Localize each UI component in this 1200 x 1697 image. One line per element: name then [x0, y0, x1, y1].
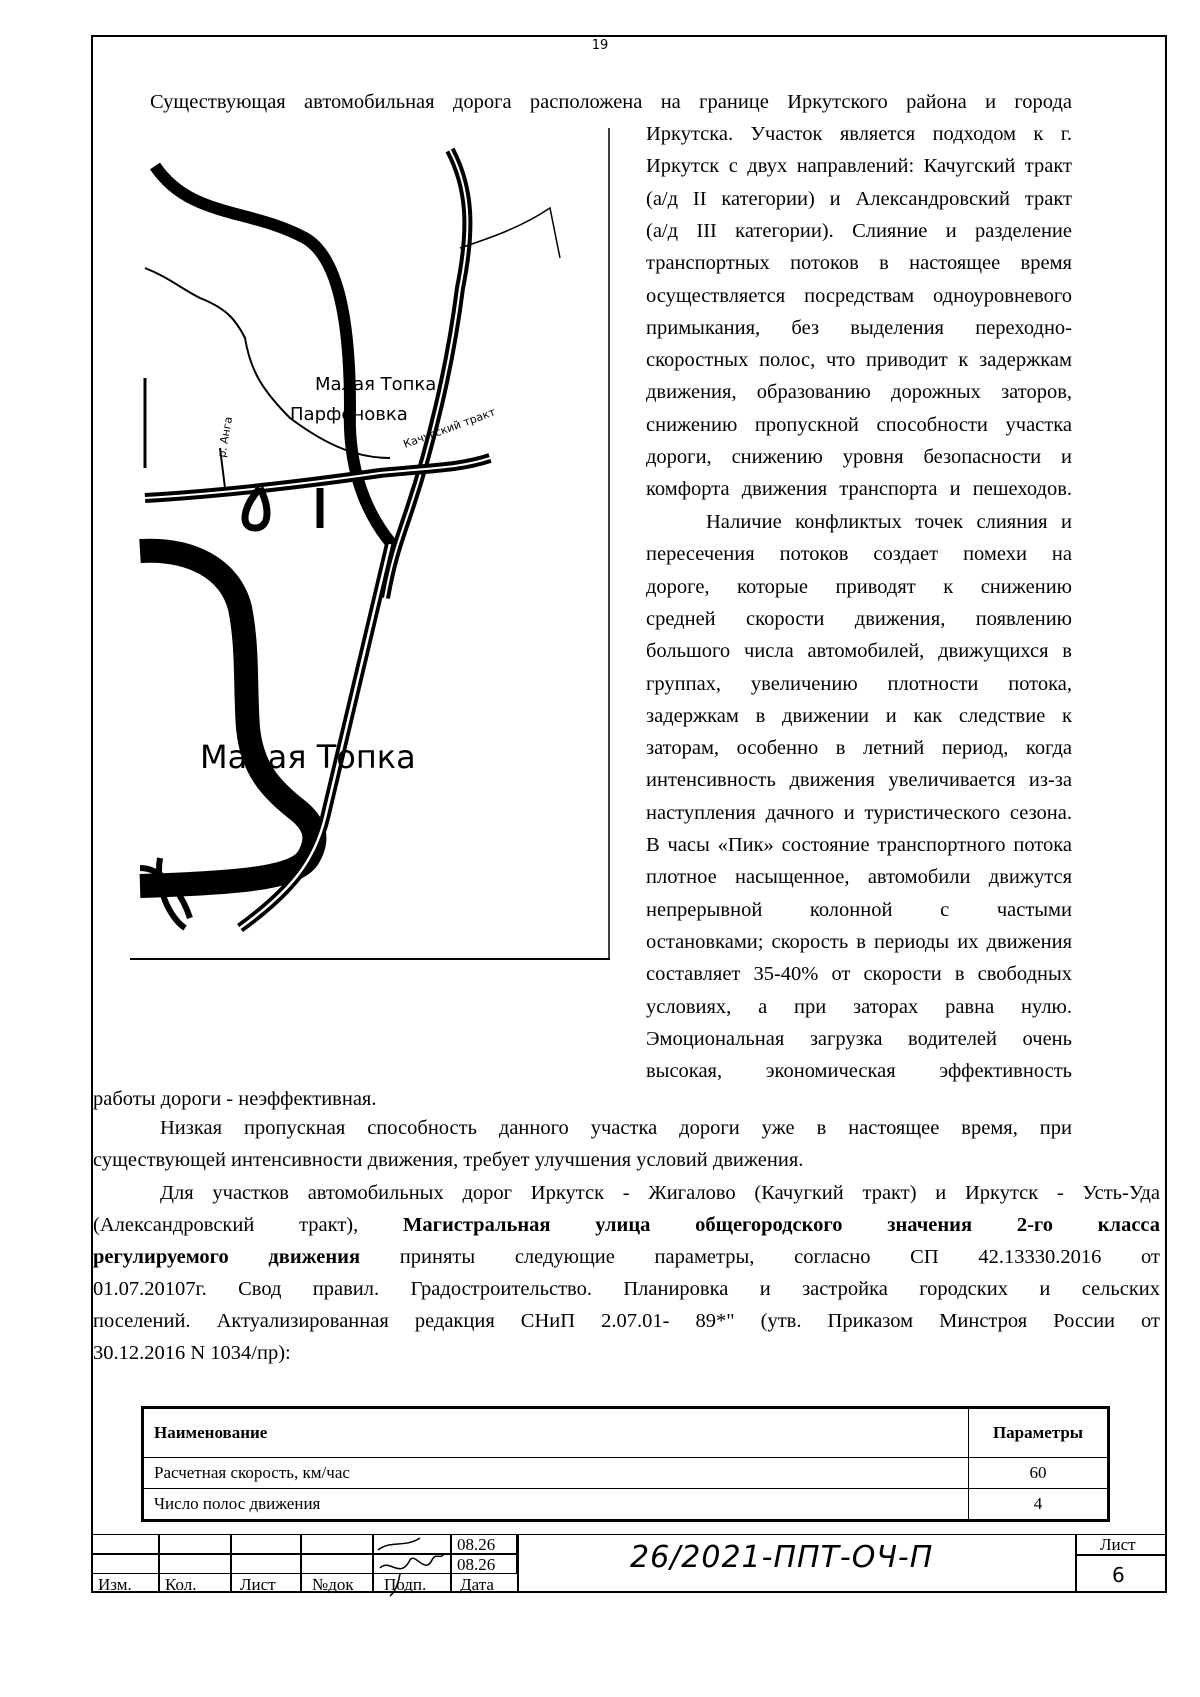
stamp-label-podp: Подп. [384, 1575, 427, 1594]
text-line: дороги, снижению уровня безопасности и [646, 446, 1072, 468]
map-top-label-1: Малая Топка [315, 374, 437, 395]
text-line: Эмоциональная загрузка водителей очень [646, 1027, 1072, 1050]
text-line: большого числа автомобилей, движущихся в [646, 640, 1072, 663]
text-line: комфорта движения транспорта и пешеходов. [646, 478, 1072, 501]
text-line: дороге, которые приводят к снижению [646, 575, 1072, 598]
map-river-label: р. Анга [215, 415, 236, 459]
text-line: задержкам в движении и как следствие к [646, 704, 1072, 727]
road-maps [130, 128, 610, 1058]
paragraph-2-end: работы дороги - неэффективная. [93, 1088, 377, 1110]
stamp-label-list: Лист [240, 1575, 276, 1594]
text-line: Иркутск с двух направлений: Качугский тракт [646, 155, 1072, 178]
page-number: 19 [591, 38, 609, 53]
text-line: условиях, а при заторах равна нулю. [646, 995, 1072, 1018]
table-header-row [143, 1408, 1109, 1458]
stamp-label-izm: Изм. [98, 1575, 132, 1594]
map-bottom [130, 128, 610, 959]
text-line: интенсивность движения увеличивается из-за [646, 769, 1072, 792]
text-line: составляет 35-40% от скорости в свободных [646, 963, 1072, 986]
text-line: В часы «Пик» состояние транспортного потока [646, 834, 1072, 856]
text-line: осуществляется посредствам одноуровневого [646, 284, 1072, 307]
stamp-date-2: 08.26 [457, 1555, 496, 1574]
paragraph-4-line-2: (Александровский тракт), Магистральная улица общегородского значения 2-го класса [93, 1214, 1161, 1236]
text-line: заторам, особенно в летний период, когда [646, 737, 1072, 760]
parameters-table [141, 1406, 1110, 1522]
text-line: плотное насыщенное, автомобили движутся [646, 866, 1072, 889]
text-line: группах, увеличению плотности потока, [646, 672, 1072, 695]
map-bottom-label: Малая Топка [200, 738, 416, 776]
text-line: (а/д II категории) и Александровский тракт [646, 187, 1072, 210]
table-cell-name: Расчетная скорость, км/час [143, 1458, 969, 1489]
stamp-label-ndok: №док [312, 1575, 354, 1594]
text-line: пересечения потоков создает помехи на [646, 543, 1072, 566]
stamp-label-kol: Кол. [165, 1575, 197, 1594]
text-line: снижению пропускной способности участка [646, 413, 1072, 436]
text-line: средней скорости движения, появлению [646, 607, 1072, 630]
stamp-label-data: Дата [460, 1575, 494, 1594]
text-line: высокая, экономическая эффективность [646, 1060, 1072, 1083]
text-line: (а/д III категории). Слияние и разделение [646, 219, 1072, 242]
map-road-label: Качугский тракт [401, 405, 498, 451]
table-cell-value: 4 [969, 1489, 1109, 1521]
sheet-label: Лист [1100, 1535, 1136, 1554]
stamp-date-1: 08.26 [457, 1535, 496, 1554]
table-row [143, 1458, 1109, 1489]
sheet-number: 6 [1112, 1563, 1125, 1587]
paragraph-4-line-4: 01.07.20107г. Свод правил. Градостроительство. Планировка и застройка городских и сельских [93, 1278, 1160, 1300]
table-header-name: Наименование [143, 1408, 969, 1458]
text-line: наступления дачного и туристического сезона. [646, 801, 1072, 824]
map-top [145, 150, 560, 598]
text-line: движения, образованию дорожных заторов, [646, 381, 1072, 404]
text-line: скоростных полос, что приводит к задержкам [646, 349, 1072, 372]
paragraph-4-line-5: поселений. Актуализированная редакция СНиП 2.07.01- 89*" (утв. Приказом Минстроя России от [93, 1310, 1160, 1332]
paragraph-1-line-1: Существующая автомобильная дорога расположена на границе Иркутского района и города [150, 91, 1072, 113]
paragraph-3-line-2: существующей интенсивности движения, требует улучшения условий движения. [93, 1149, 804, 1171]
paragraph-3-line-1: Низкая пропускная способность данного участка дороги уже в настоящее время, при [160, 1117, 1072, 1139]
paragraph-4-line-6: 30.12.2016 N 1034/пр): [93, 1342, 291, 1364]
text-line: непрерывной колонной с частыми [646, 898, 1072, 921]
text-line: Наличие конфликтых точек слияния и [706, 511, 1072, 533]
paragraph-4-line-1: Для участков автомобильных дорог Иркутск - Жигалово (Качугкий тракт) и Иркутск - Усть-Уда [160, 1182, 1160, 1204]
text-line: остановками; скорость в периоды их движения [646, 930, 1072, 953]
text-line: транспортных потоков в настоящее время [646, 252, 1072, 275]
text-line: примыкания, без выделения переходно- [646, 316, 1072, 339]
table-header-params: Параметры [969, 1408, 1109, 1458]
table-cell-name: Число полос движения [143, 1489, 969, 1521]
table-row [143, 1489, 1109, 1521]
document-code: 26/2021-ППТ-ОЧ-П [630, 1540, 934, 1575]
map-top-label-2: Парфеновка [290, 404, 408, 425]
table-cell-value: 60 [969, 1458, 1109, 1489]
paragraph-4-line-3: регулируемого движения приняты следующие параметры, согласно СП 42.13330.2016 от [93, 1246, 1160, 1268]
text-line: Иркутска. Участок является подходом к г. [646, 123, 1072, 145]
